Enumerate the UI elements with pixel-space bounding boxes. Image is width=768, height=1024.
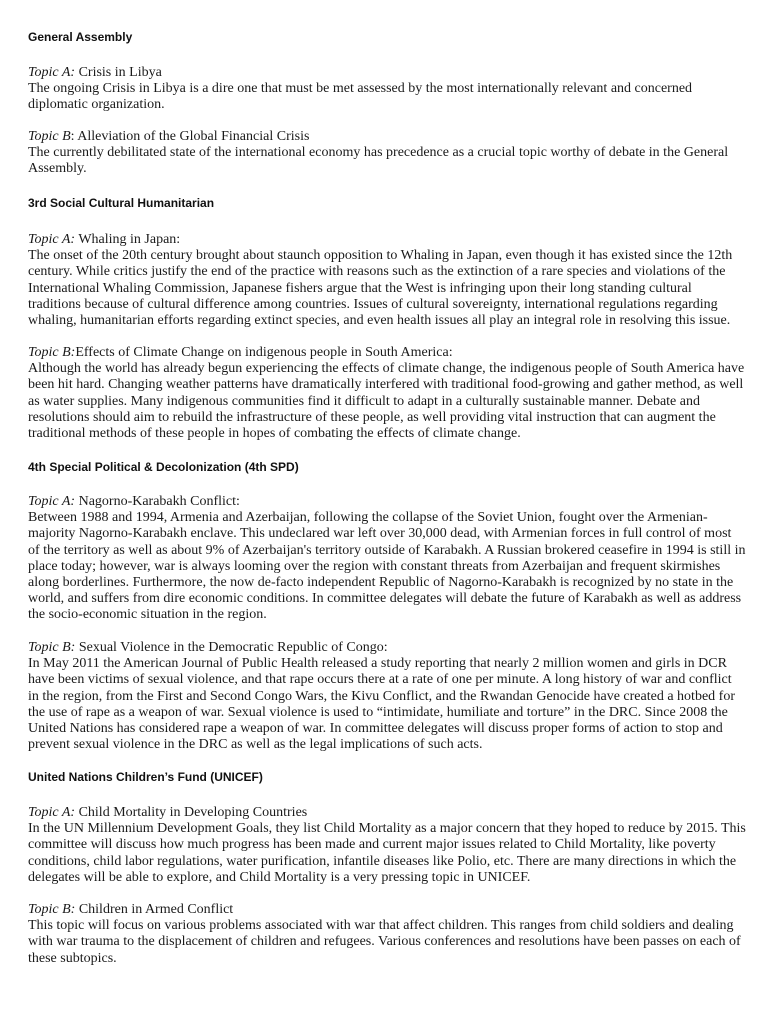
topic-name: Nagorno-Karabakh Conflict: [75,494,240,509]
section-special-political [28,460,746,475]
topic-title [28,805,746,821]
topic-block [28,65,746,114]
topic-name: Children in Armed Conflict [75,902,234,917]
topic-name: Child Mortality in Developing Countries [75,805,308,820]
topic-body: The onset of the 20th century brought about staunch opposition to Whaling in Japan, even though it has existed since the 12th century. While critics justify the end of the practice with reasons such as the extinction of a rare species and violations of the International Whaling Commission, Japanese fishers argue that the West is infringing upon their long standing cultural traditions because of cultural difference among countries. Issues of cultural sovereignty, international regulations regarding whaling, humanitarian efforts regarding extinct species, and even health issues all play an integral role in resolving this issue. [28,248,733,329]
topic-body: Although the world has already begun experiencing the effects of climate change, the indigenous people of South America have been hit hard. Changing weather patterns have dramatically interfered with traditional food-growing and gather method, as well as water supplies. Many indigenous communities find it difficult to adapt in a culturally sustainable manner. Debate and resolutions should aim to rebuild the infrastructure of these people, as well providing vital instruction that can augment the traditional methods of these people in hopes of combating the effects of climate change. [28,361,745,442]
topic-label: Topic B: [28,345,76,360]
topic-block [28,345,746,442]
topic-label: Topic A: [28,232,76,247]
topic-name: Crisis in Libya [75,65,162,80]
topic-title [28,902,746,918]
topic-body: The currently debilitated state of the international economy has precedence as a crucial topic worthy of debate in the General Assembly. [28,145,729,177]
topic-title [28,232,746,248]
topic-label: Topic B [28,129,71,144]
topic-block [28,129,746,178]
committee-heading: 4th Special Political & Decolonization (4th SPD) [28,460,299,474]
topic-body: Between 1988 and 1994, Armenia and Azerbaijan, following the collapse of the Soviet Union, fought over the Armenian-majority Nagorno-Karabakh enclave. This undeclared war left over 30,000 dead, with Armenian forces in full control of most of the territory as well as about 9% of Azerbaijan's territory outside of Karabakh. A Russian brokered ceasefire in 1994 is still in place today; however, war is always looming over the region with constant threats from Azerbaijan and frequent skirmishes along borderlines. Furthermore, the now de-facto independent Republic of Nagorno-Karabakh is recognized by no state in the world, and suffers from dire economic conditions. In committee delegates will debate the future of Karabakh as well as address the socio-economic situation in the region. [28,510,746,623]
topic-block [28,232,746,329]
section-social-cultural-humanitarian [28,196,746,211]
topic-body: This topic will focus on various problems associated with war that affect children. This ranges from child soldiers and dealing with war trauma to the displacement of children and refugees. Various conferences and resolutions have been passes on each of these subtopics. [28,918,741,966]
topic-block [28,640,746,753]
topic-block [28,494,746,624]
topic-block [28,805,746,886]
topic-label: Topic A: [28,494,76,509]
topic-block [28,902,746,967]
topic-name: : Alleviation of the Global Financial Crisis [70,129,310,144]
topic-label: Topic B: [28,902,76,917]
section-unicef [28,770,746,785]
topic-body: In May 2011 the American Journal of Public Health released a study reporting that nearly 2 million women and girls in DCR have been victims of sexual violence, and that rape occurs there at a rate of one per minute. A long history of war and conflict in the region, from the First and Second Congo Wars, the Kivu Conflict, and the Rwandan Genocide have created a hotbed for the use of rape as a weapon of war. Sexual violence is used to “intimidate, humiliate and torture” in the DRC. Since 2008 the United Nations has considered rape a weapon of war. In committee delegates will discuss proper forms of action to stop and prevent sexual violence in the DRC as well as the legal implications of such acts. [28,656,735,753]
topic-title [28,65,746,81]
topic-body: In the UN Millennium Development Goals, they list Child Mortality as a major concern that they hoped to reduce by 2015. This committee will discuss how much progress has been made and current major issues related to Child Mortality, like poverty conditions, child labor regulations, water purification, infantile diseases like Polio, etc. There are many directions in which the delegates will be able to explore, and Child Mortality is a very pressing topic in UNICEF. [28,821,746,885]
committee-heading: General Assembly [28,30,133,44]
topic-title [28,494,746,510]
topic-label: Topic B: [28,640,76,655]
topic-name: Effects of Climate Change on indigenous people in South America: [75,345,453,360]
topic-label: Topic A: [28,805,76,820]
topic-name: Sexual Violence in the Democratic Republic of Congo: [75,640,388,655]
committee-heading: United Nations Children’s Fund (UNICEF) [28,770,263,784]
topic-title [28,129,746,145]
topic-body: The ongoing Crisis in Libya is a dire one that must be met assessed by the most internationally relevant and concerned diplomatic organization. [28,81,693,113]
topic-label: Topic A: [28,65,76,80]
topic-name: Whaling in Japan: [75,232,181,247]
section-general-assembly [28,30,746,45]
topic-title [28,640,746,656]
committee-heading: 3rd Social Cultural Humanitarian [28,196,215,210]
topic-title [28,345,746,361]
